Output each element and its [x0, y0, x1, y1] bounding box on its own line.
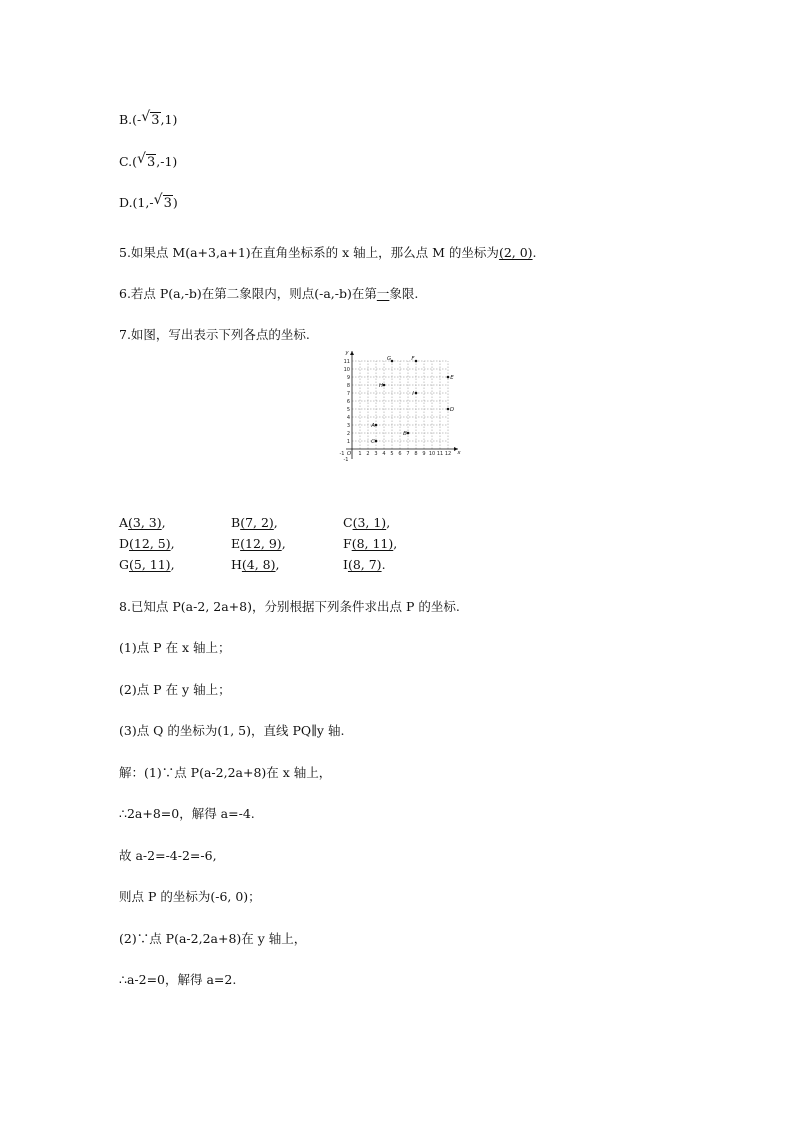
answer-separator: ,: [161, 515, 166, 530]
answer-item: [343, 535, 397, 553]
y-tick-label: 1: [346, 439, 350, 445]
x-tick-label: 4: [382, 451, 386, 457]
x-tick-label: 10: [428, 451, 436, 457]
solution-line-2: ∴2a+8=0，解得 a=-4.: [119, 806, 255, 821]
question-6-end: 象限.: [389, 286, 419, 301]
y-tick-label: 9: [346, 375, 350, 381]
answer-value: (4, 8): [241, 557, 276, 572]
question-5-answer: (2, 0): [498, 245, 533, 260]
sqrt-sign: √ 3: [141, 109, 160, 128]
x-tick-label: 9: [422, 451, 426, 457]
y-tick-label: 4: [346, 415, 350, 421]
point-f: [415, 360, 418, 363]
x-neg-tick-label: -1: [339, 451, 345, 457]
answer-value: (3, 1): [352, 515, 387, 530]
answer-separator: ,: [273, 515, 278, 530]
point-label-b: B: [403, 431, 407, 437]
radicand: 3: [146, 155, 156, 170]
option-b-prefix: B.(-: [119, 112, 142, 127]
y-tick-label: 5: [346, 407, 350, 413]
solution-line-4: 则点 P 的坐标为(-6, 0)；: [119, 889, 261, 904]
solution-line-6: ∴a-2=0，解得 a=2.: [119, 972, 237, 987]
answer-value: (12, 5): [129, 536, 171, 551]
y-tick-label: 3: [346, 423, 350, 429]
x-tick-label: 2: [366, 451, 370, 457]
x-tick-label: 7: [406, 451, 410, 457]
solution-line-3: 故 a-2=-4-2=-6,: [119, 848, 217, 863]
x-tick-label: 12: [444, 451, 452, 457]
answer-item: [343, 556, 386, 574]
y-neg-tick-label: -1: [343, 457, 349, 463]
question-5-end: .: [532, 245, 537, 260]
question-5: [119, 244, 537, 262]
answer-separator: ,: [386, 515, 391, 530]
answer-value: (3, 3): [128, 515, 162, 530]
point-c: [375, 440, 378, 443]
coordinate-grid-figure: [334, 348, 464, 466]
answer-label: G: [119, 557, 129, 572]
answer-label: D: [119, 536, 130, 551]
question-8-part-1: (1)点 P 在 x 轴上；: [119, 640, 231, 655]
x-tick-label: 5: [390, 451, 394, 457]
option-d-suffix: ): [172, 195, 178, 210]
solution-line-1: 解：(1)∵点 P(a-2,2a+8)在 x 轴上，: [119, 765, 332, 780]
point-label-a: A: [371, 423, 375, 429]
answer-item: [119, 514, 166, 532]
answer-separator: ,: [275, 557, 280, 572]
point-label-g: G: [386, 356, 392, 362]
answer-label: A: [119, 515, 129, 530]
y-tick-label: 7: [346, 391, 350, 397]
answer-label: E: [231, 536, 241, 551]
radicand: 3: [151, 113, 160, 128]
x-tick-label: 8: [414, 451, 418, 457]
question-8-part-3: (3)点 Q 的坐标为(1, 5)，直线 PQ∥y 轴.: [119, 723, 345, 738]
answer-label: I: [343, 557, 348, 572]
point-label-i: I: [412, 391, 414, 397]
y-tick-label: 2: [346, 431, 350, 437]
answer-value: (8, 11): [351, 536, 394, 551]
answer-value: (7, 2): [240, 515, 274, 530]
answer-value: (8, 7): [347, 557, 382, 572]
question-7: [119, 326, 310, 344]
y-tick-label: 10: [343, 367, 350, 373]
point-label-e: E: [450, 375, 454, 381]
question-8-part-2: (2)点 P 在 y 轴上；: [119, 682, 231, 697]
answer-item: [231, 556, 280, 574]
point-label-h: H: [378, 383, 384, 389]
x-tick-label: 6: [398, 451, 402, 457]
answer-value: (5, 11): [129, 557, 171, 572]
question-6: [119, 285, 418, 303]
question-6-answer: 一: [376, 286, 390, 301]
x-tick-label: 1: [358, 451, 362, 457]
option-b: [119, 111, 177, 130]
point-i: [415, 392, 418, 395]
x-tick-label: 3: [374, 451, 378, 457]
option-d: [119, 194, 178, 213]
answer-item: [119, 535, 175, 553]
question-7-text: 7.如图，写出表示下列各点的坐标.: [119, 327, 310, 342]
answer-item: [231, 535, 286, 553]
y-tick-label: 6: [346, 399, 350, 405]
point-label-f: F: [411, 356, 415, 362]
point-label-c: C: [371, 439, 375, 445]
question-5-text: 5.如果点 M(a+3,a+1)在直角坐标系的 x 轴上，那么点 M 的坐标为: [119, 245, 499, 260]
y-tick-label: 11: [343, 359, 350, 365]
x-axis-label: x: [457, 450, 461, 456]
sqrt-sign: √ 3: [136, 151, 156, 170]
answer-separator: ,: [393, 536, 398, 551]
question-8-stem: 8.已知点 P(a-2, 2a+8)，分别根据下列条件求出点 P 的坐标.: [119, 599, 460, 614]
sqrt-sign: √ 3: [153, 192, 172, 211]
y-tick-label: 8: [346, 383, 350, 389]
option-c-prefix: C.(: [119, 154, 137, 169]
answer-label: F: [343, 536, 352, 551]
x-tick-label: 11: [436, 451, 444, 457]
answer-item: [231, 514, 278, 532]
y-axis-arrow-icon: [350, 351, 354, 355]
solution-line-5: (2)∵点 P(a-2,2a+8)在 y 轴上，: [119, 931, 307, 946]
question-6-text: 6.若点 P(a,-b)在第二象限内，则点(-a,-b)在第: [119, 286, 377, 301]
y-axis-label: y: [345, 350, 349, 356]
answer-separator: ,: [170, 536, 175, 551]
point-h: [383, 384, 386, 387]
origin-label: O: [346, 451, 352, 457]
point-label-d: D: [449, 407, 455, 413]
answer-separator: ,: [170, 557, 175, 572]
option-c: [119, 153, 177, 172]
answer-value: (12, 9): [240, 536, 282, 551]
answer-label: H: [231, 557, 242, 572]
answer-item: [343, 514, 390, 532]
option-c-suffix: ,-1): [156, 154, 178, 169]
answer-separator: ,: [281, 536, 286, 551]
option-d-prefix: D.(1,-: [119, 195, 154, 210]
option-b-suffix: ,1): [160, 112, 178, 127]
point-e: [447, 376, 450, 379]
point-b: [407, 432, 410, 435]
answer-label: B: [231, 515, 241, 530]
point-a: [375, 424, 378, 427]
radicand: 3: [163, 196, 172, 211]
answer-item: [119, 556, 175, 574]
answer-separator: .: [381, 557, 386, 572]
answer-label: C: [343, 515, 353, 530]
